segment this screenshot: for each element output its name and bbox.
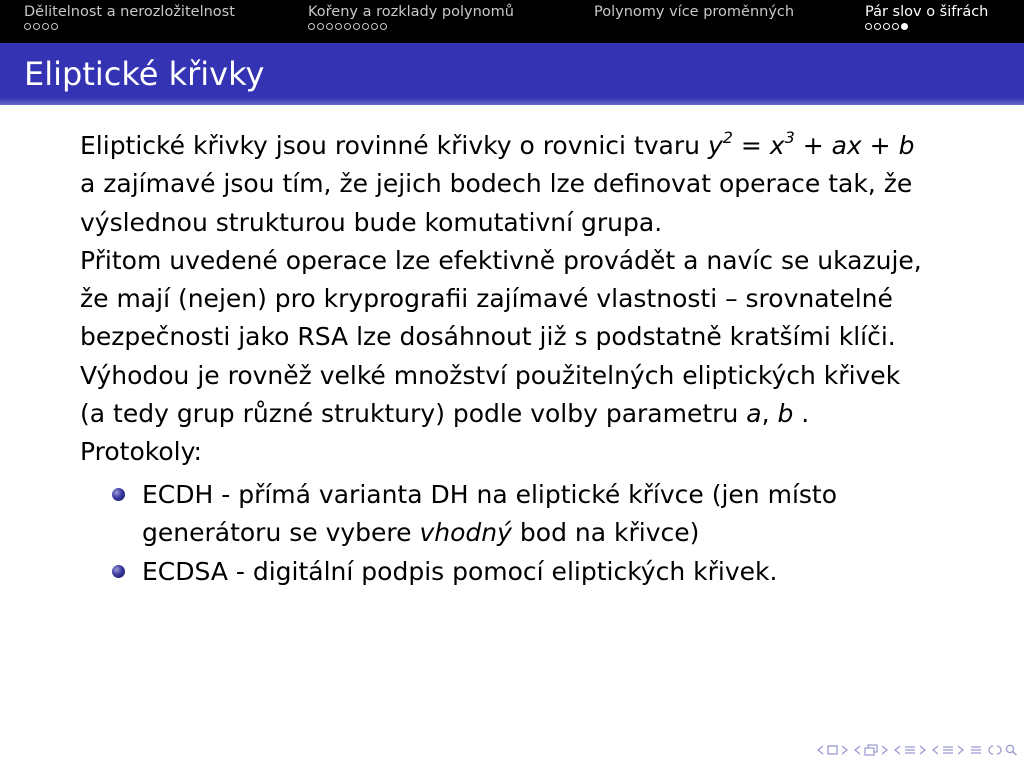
arrow-right-icon[interactable] [919, 745, 926, 755]
parameter-a: a [746, 399, 762, 429]
document-navigation[interactable] [932, 745, 964, 755]
navigation-symbols [817, 742, 1018, 758]
paragraph-line [80, 395, 960, 433]
equation-plus: + [861, 131, 899, 160]
paragraph-text: (a tedy grup různé struktury) podle volby parametru [80, 399, 747, 429]
document-lines-icon[interactable] [942, 745, 954, 755]
list-item-line: ECDH - přímá varianta DH na eliptické křívce (jen místo [142, 480, 838, 509]
frame-dot[interactable] [892, 23, 899, 30]
arrow-left-icon[interactable] [932, 745, 939, 755]
search-navigation[interactable] [988, 744, 1018, 756]
list-item-ecdh [110, 476, 990, 553]
equation-x: x [769, 131, 785, 160]
frame-dot[interactable] [883, 23, 890, 30]
nav-section-title: Polynomy více proměnných [594, 4, 795, 20]
equation-ax: ax [831, 131, 862, 160]
arrow-left-icon[interactable] [854, 745, 861, 755]
paragraph-line: a zajímavé jsou tím, že jejich bodech lze definovat operace tak, že [80, 169, 913, 199]
paragraph-line: Přitom uvedené operace lze efektivně provádět a navíc se ukazuje, [80, 245, 922, 275]
nav-section-polynomy[interactable] [594, 3, 794, 35]
section-navigation[interactable] [894, 745, 926, 755]
search-icon[interactable] [1005, 744, 1018, 756]
frame-dot[interactable] [326, 23, 333, 30]
frame-navigation[interactable] [817, 745, 848, 755]
paragraph-line: Protokoly: [80, 437, 202, 467]
frame-dot[interactable] [42, 23, 49, 30]
nav-section-dots[interactable] [865, 23, 988, 35]
nav-section-dots[interactable] [308, 23, 514, 35]
frame-dot[interactable] [901, 23, 908, 30]
frame-dot[interactable] [33, 23, 40, 30]
list-item-text: generátoru se vybere [142, 518, 420, 548]
nav-section-title: Pár slov o šifrách [865, 4, 989, 20]
protocol-list [110, 476, 990, 591]
frame-dot[interactable] [344, 23, 351, 30]
frame-dot[interactable] [874, 23, 881, 30]
list-item-text: bod na křivce) [511, 518, 700, 548]
frame-dot[interactable] [308, 23, 315, 30]
parameter-b: b [777, 399, 794, 429]
nav-section-delitelnost[interactable] [24, 3, 235, 35]
paragraph-line: že mají (nejen) pro kryprografii zajímavé vlastnosti – srovnatelné [80, 284, 893, 314]
paragraph-line: Výhodou je rovněž velké množství použitelných eliptických křivek [80, 360, 901, 390]
parameter-separator: , [761, 399, 778, 429]
arrow-left-icon[interactable] [817, 745, 824, 755]
frame-icon[interactable] [827, 745, 838, 755]
arrow-right-icon[interactable] [841, 745, 848, 755]
nav-section-dots[interactable] [594, 23, 794, 35]
equation-b: b [898, 131, 915, 160]
nav-section-dots[interactable] [24, 23, 235, 35]
frame-dot[interactable] [371, 23, 378, 30]
frame-dot[interactable] [362, 23, 369, 30]
nav-section-title: Kořeny a rozklady polynomů [308, 4, 514, 20]
bullet-icon [112, 488, 125, 501]
back-forward-icon[interactable] [988, 744, 1002, 756]
frame-dot[interactable] [335, 23, 342, 30]
nav-section-title: Dělitelnost a nerozložitelnost [24, 4, 235, 20]
paragraph-line: výslednou strukturou bude komutativní grupa. [80, 207, 663, 237]
arrow-left-icon[interactable] [894, 745, 901, 755]
frame-title-bar [0, 43, 1024, 105]
frame-dot[interactable] [24, 23, 31, 30]
nav-section-koreny[interactable] [308, 3, 514, 35]
arrow-right-icon[interactable] [881, 745, 888, 755]
parameters [746, 399, 793, 428]
page-title: Eliptické křivky [24, 55, 265, 93]
bullet-icon [112, 565, 125, 578]
equation-y-exponent: 2 [722, 127, 733, 147]
frame-dot[interactable] [317, 23, 324, 30]
subsection-navigation[interactable] [854, 744, 888, 756]
paragraph-text: . [793, 399, 810, 429]
emphasized-text: vhodný [419, 518, 512, 548]
section-lines-icon[interactable] [904, 745, 916, 755]
list-item-line: ECDSA - digitální podpis pomocí eliptických křivek. [142, 556, 778, 586]
paragraph-line [80, 127, 960, 165]
list-item-ecdsa [110, 553, 990, 591]
arrow-right-icon[interactable] [957, 745, 964, 755]
paragraph-line: bezpečnosti jako RSA lze dosáhnout již s podstatně kratšími klíči. [80, 322, 896, 352]
frame-dot[interactable] [51, 23, 58, 30]
frame-dot[interactable] [865, 23, 872, 30]
subsection-frames-icon[interactable] [864, 744, 878, 756]
slide-body [80, 127, 960, 472]
appendix-lines-icon[interactable] [970, 745, 982, 755]
equation [707, 127, 915, 160]
paragraph-text: Eliptické křivky jsou rovinné křivky o rovnici tvaru [80, 131, 708, 160]
appendix-navigation[interactable] [970, 745, 982, 755]
equation-x-exponent: 3 [784, 127, 795, 147]
nav-section-sifry[interactable] [865, 3, 988, 35]
section-navigation-bar [0, 0, 1024, 43]
list-item-line [142, 514, 990, 552]
frame-dot[interactable] [380, 23, 387, 30]
frame-dot[interactable] [353, 23, 360, 30]
equation-equals: = [732, 131, 770, 160]
equation-y: y [707, 131, 723, 160]
equation-plus: + [794, 131, 832, 160]
